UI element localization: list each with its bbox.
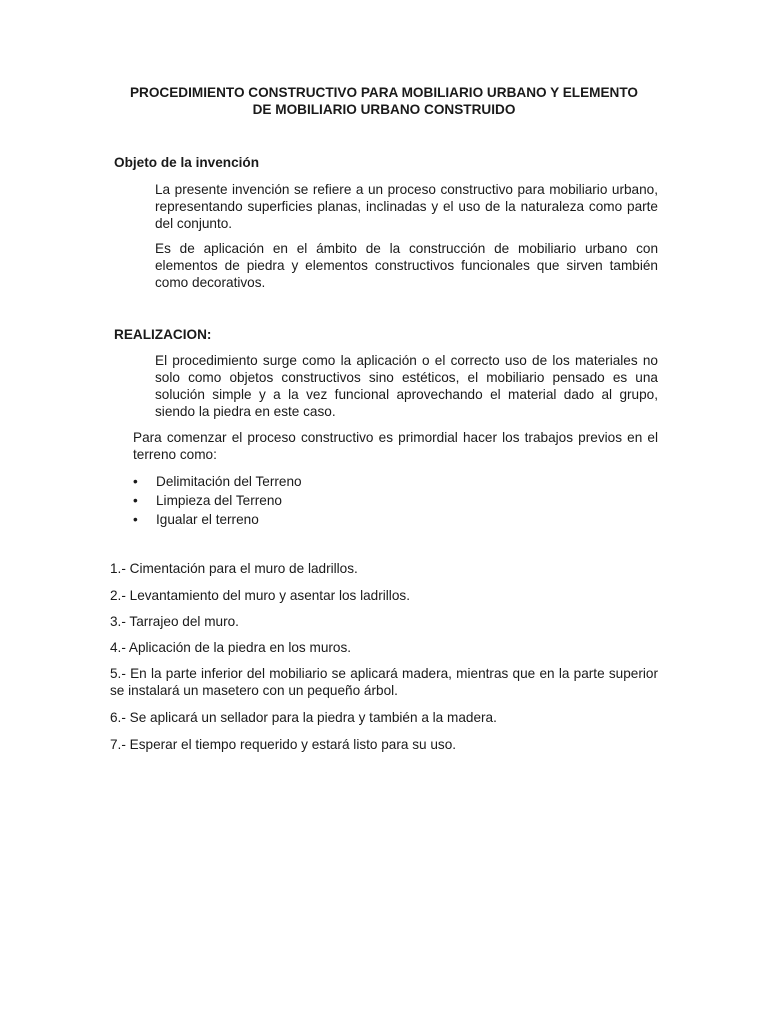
list-item-label: Limpieza del Terreno — [156, 493, 282, 508]
step-2: 2.- Levantamiento del muro y asentar los ladrillos. — [110, 588, 410, 603]
section-heading-realizacion: REALIZACION: — [114, 327, 212, 342]
step-5: 5.- En la parte inferior del mobiliario se aplicará madera, mientras que en la parte superior se instalará un masetero con un pequeño árbol. — [110, 666, 658, 698]
bullet-icon: • — [133, 512, 138, 527]
realizacion-paragraph-1: El procedimiento surge como la aplicación o el correcto uso de los materiales no solo como objetos constructivos sino estéticos, el mobiliario pensado es una solución simple y a la vez funcional aprovechando el material dado al grupo, siendo la piedra en este caso. — [155, 353, 658, 419]
title-line-2: DE MOBILIARIO URBANO CONSTRUIDO — [252, 102, 516, 117]
list-item — [133, 491, 302, 510]
bullet-icon: • — [133, 493, 138, 508]
previous-works-list — [133, 472, 302, 529]
bullet-icon: • — [133, 474, 138, 489]
list-item-label: Igualar el terreno — [156, 512, 259, 527]
list-item-label: Delimitación del Terreno — [156, 474, 302, 489]
step-6: 6.- Se aplicará un sellador para la piedra y también a la madera. — [110, 710, 497, 725]
step-1: 1.- Cimentación para el muro de ladrillos. — [110, 561, 358, 576]
objeto-paragraph-1: La presente invención se refiere a un proceso constructivo para mobiliario urbano, representando superficies planas, inclinadas y el uso de la naturaleza como parte del conjunto. — [155, 182, 658, 231]
list-item — [133, 510, 302, 529]
step-3: 3.- Tarrajeo del muro. — [110, 614, 239, 629]
objeto-paragraph-2: Es de aplicación en el ámbito de la construcción de mobiliario urbano con elementos de piedra y elementos constructivos funcionales que sirven también como decorativos. — [155, 241, 658, 290]
list-item — [133, 472, 302, 491]
realizacion-paragraph-2: Para comenzar el proceso constructivo es primordial hacer los trabajos previos en el terreno como: — [133, 430, 658, 462]
step-4: 4.- Aplicación de la piedra en los muros. — [110, 640, 352, 655]
title-line-1: PROCEDIMIENTO CONSTRUCTIVO PARA MOBILIARIO URBANO Y ELEMENTO — [129, 85, 639, 100]
document-title — [100, 84, 668, 118]
step-7: 7.- Esperar el tiempo requerido y estará listo para su uso. — [110, 737, 457, 752]
section-heading-objeto: Objeto de la invención — [114, 155, 260, 170]
